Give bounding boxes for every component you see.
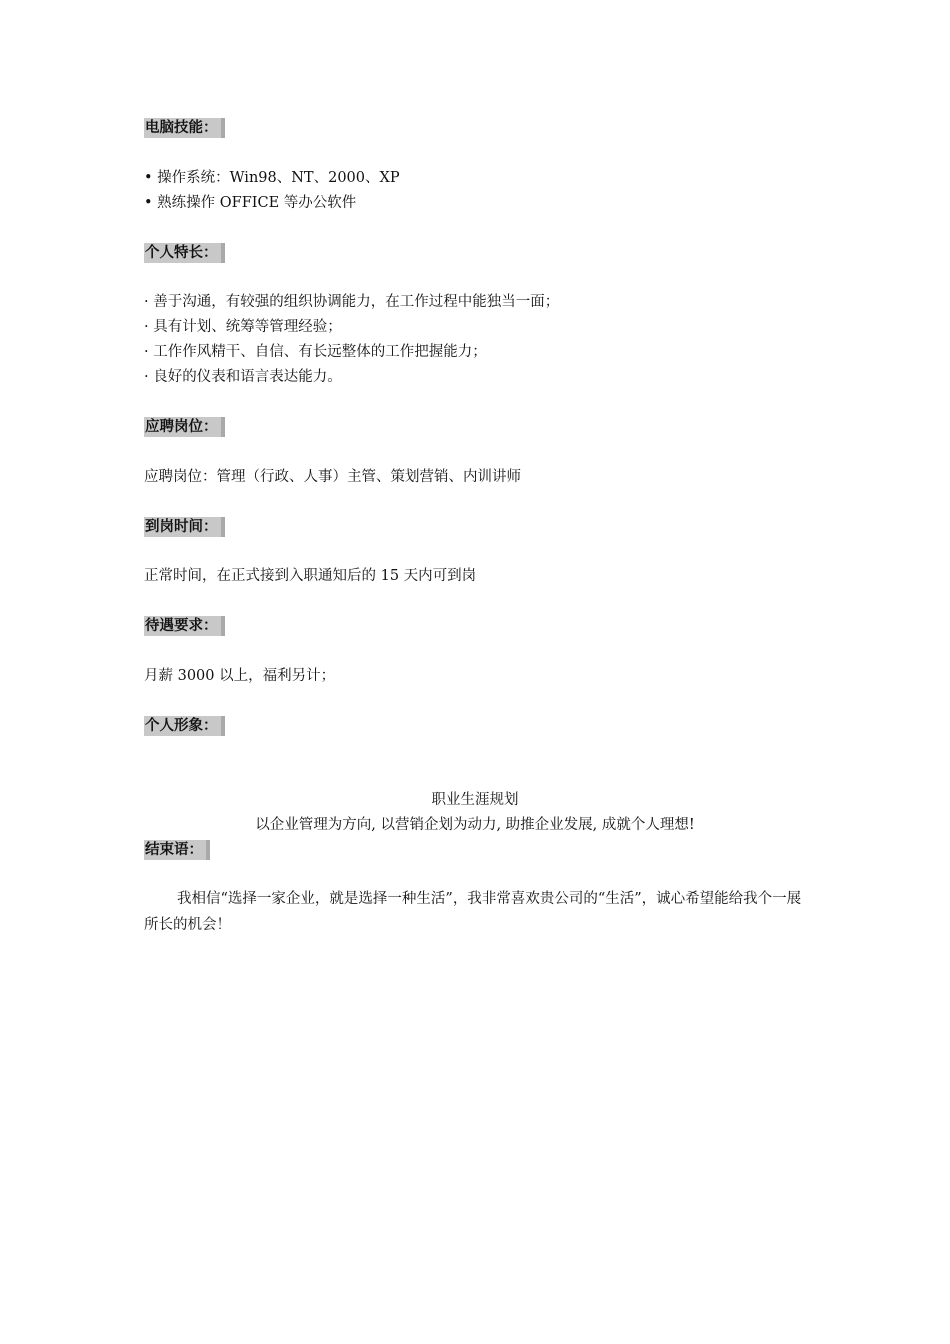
specialty-item: · 良好的仪表和语言表达能力。 — [144, 369, 342, 385]
specialties-heading: 个人特长： — [144, 243, 225, 263]
career-plan-title: 职业生涯规划 — [431, 792, 519, 808]
closing-paragraph: 我相信“选择一家企业，就是选择一种生活”，我非常喜欢贵公司的“生活”，诚心希望能给我个一展所长的机会！ — [144, 891, 802, 933]
position-text: 应聘岗位：管理（行政、人事）主管、策划营销、内训讲师 — [144, 469, 521, 485]
computer-skill-item: • 操作系统：Win98、NT、2000、XP — [144, 170, 400, 186]
computer-skill-item: • 熟练操作 OFFICE 等办公软件 — [144, 195, 357, 211]
specialty-item: · 工作作风精干、自信、有长远整体的工作把握能力； — [144, 344, 487, 360]
position-heading: 应聘岗位： — [144, 417, 225, 437]
specialty-item: · 善于沟通，有较强的组织协调能力，在工作过程中能独当一面； — [144, 294, 560, 310]
arrival-heading: 到岗时间： — [144, 517, 225, 537]
specialty-item: · 具有计划、统筹等管理经验； — [144, 319, 342, 335]
salary-text: 月薪 3000 以上，福利另计； — [144, 668, 336, 684]
computer-skills-heading: 电脑技能： — [144, 118, 225, 138]
arrival-text: 正常时间，在正式接到入职通知后的 15 天内可到岗 — [144, 568, 477, 584]
closing-heading: 结束语： — [144, 840, 210, 860]
salary-heading: 待遇要求： — [144, 616, 225, 636]
personal-image-heading: 个人形象： — [144, 716, 225, 736]
career-plan-motto: 以企业管理为方向, 以营销企划为动力, 助推企业发展, 成就个人理想! — [255, 817, 695, 833]
